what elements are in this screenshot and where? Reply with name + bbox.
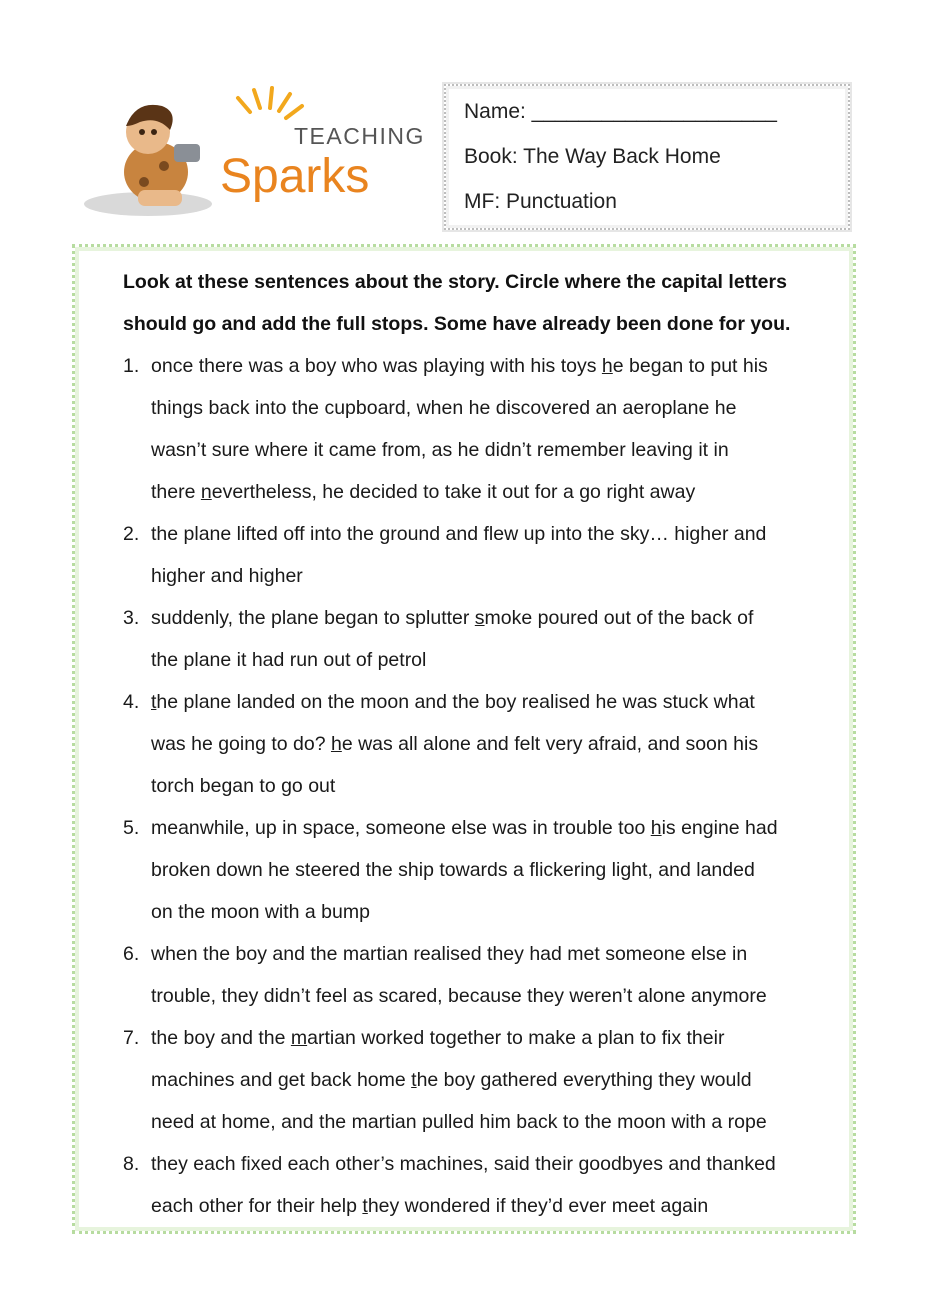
sentence-text: when the boy and the martian realised they had met someone else in [151,943,748,965]
sentence-text: there [151,481,201,503]
sentence-line [151,681,847,723]
sentence-list [117,345,847,1227]
sentence-item [117,933,847,1017]
sentence-text: hey wondered if they’d ever meet again [367,1195,709,1217]
sentence-text: on the moon with a bump [151,901,370,923]
underlined-capital-letter: t [362,1195,368,1217]
sentence-item [117,345,847,513]
sentence-line [151,387,847,429]
book-title: Book: The Way Back Home [464,145,721,168]
sentence-text: meanwhile, up in space, someone else was in trouble too [151,817,651,839]
sentence-line [151,933,847,975]
sentence-text: each other for their help [151,1195,363,1217]
sentence-text: they each fixed each other’s machines, said their goodbyes and thanked [151,1153,776,1175]
spark-rays-icon [238,88,302,118]
logo-teaching-text: TEACHING [294,123,425,149]
sentence-text: suddenly, the plane began to splutter [151,607,475,629]
sentence-text: the plane it had run out of petrol [151,649,427,671]
sentence-text: e was all alone and felt very afraid, and soon his [341,733,759,755]
sentence-number: 1. [123,355,140,377]
sentence-number: 8. [123,1153,140,1175]
underlined-capital-letter: s [474,607,485,629]
underlined-capital-letter: m [290,1027,308,1049]
worksheet-box [72,244,856,1234]
caveman-icon [124,105,200,206]
sentence-text: artian worked together to make a plan to fix their [307,1027,725,1049]
name-field[interactable]: Name: _____________________ [464,100,777,123]
sentence-text: e began to put his [612,355,768,377]
underlined-capital-letter: n [200,481,212,503]
instruction-line: Look at these sentences about the story. Circle where the capital letters [123,271,787,293]
sentence-text: higher and higher [151,565,303,587]
sentence-line [151,975,847,1017]
student-info-box [444,84,850,230]
sentence-text: machines and get back home [151,1069,412,1091]
sentence-line [151,639,847,681]
sentence-text: things back into the cupboard, when he discovered an aeroplane he [151,397,737,419]
underlined-capital-letter: t [151,691,157,713]
sentence-text: broken down he steered the ship towards a flickering light, and landed [151,859,755,881]
sentence-line [151,1185,847,1227]
underlined-capital-letter: h [601,355,613,377]
underlined-capital-letter: h [330,733,342,755]
sentence-line [151,1059,847,1101]
sentence-text: he boy gathered everything they would [416,1069,752,1091]
sentence-item [117,807,847,933]
sentence-line [151,429,847,471]
sentence-number: 5. [123,817,140,839]
sentence-line [151,723,847,765]
teaching-sparks-logo [78,86,438,226]
sentence-line [151,1143,847,1185]
sentence-text: trouble, they didn’t feel as scared, because they weren’t alone anymore [151,985,767,1007]
sentence-line [151,891,847,933]
sentence-number: 2. [123,523,140,545]
sentence-text: wasn’t sure where it came from, as he didn’t remember leaving it in [151,439,729,461]
sentence-line [151,1101,847,1143]
sentence-line [151,807,847,849]
mf-topic: MF: Punctuation [464,190,617,213]
sentence-line [151,345,847,387]
sentence-text: the plane lifted off into the ground and flew up into the sky… higher and [151,523,767,545]
sentence-line [151,555,847,597]
sentence-line [151,849,847,891]
sentence-text: need at home, and the martian pulled him back to the moon with a rope [151,1111,767,1133]
sentence-text: he plane landed on the moon and the boy realised he was stuck what [156,691,755,713]
underlined-capital-letter: t [411,1069,417,1091]
sentence-line [151,1017,847,1059]
sentence-text: was he going to do? [151,733,331,755]
sentence-text: evertheless, he decided to take it out for a go right away [211,481,696,503]
sentence-item [117,1017,847,1143]
sentence-line [151,765,847,807]
sentence-number: 3. [123,607,140,629]
sentence-line [151,471,847,513]
sentence-text: the boy and the [151,1027,291,1049]
sentence-number: 6. [123,943,140,965]
sentence-text: moke poured out of the back of [484,607,754,629]
sentence-item [117,513,847,597]
instruction-line: should go and add the full stops. Some have already been done for you. [123,313,791,335]
sentence-text: is engine had [661,817,778,839]
sentence-text: once there was a boy who was playing with his toys [151,355,602,377]
sentence-item [117,681,847,807]
instructions [123,261,833,345]
sentence-number: 7. [123,1027,140,1049]
logo-sparks-text: Sparks [220,150,370,203]
sentence-item [117,1143,847,1227]
logo-graphic [78,86,438,226]
sentence-item [117,597,847,681]
sentence-text: torch began to go out [151,775,336,797]
sentence-line [151,513,847,555]
underlined-capital-letter: h [650,817,662,839]
sentence-number: 4. [123,691,140,713]
sentence-line [151,597,847,639]
